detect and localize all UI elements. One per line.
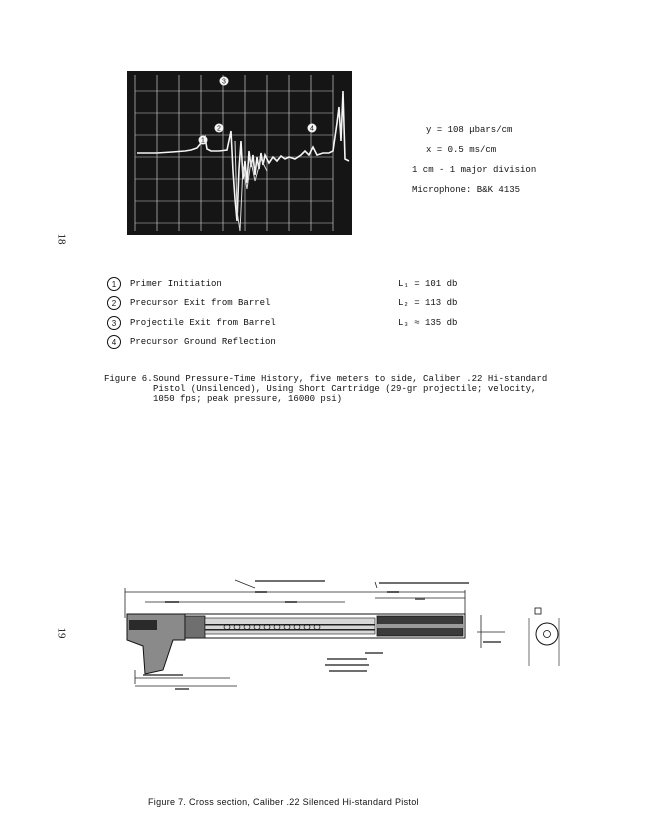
x-scale-label: x = 0.5 ms/cm <box>426 145 497 155</box>
legend-number: 4 <box>107 335 121 349</box>
legend-item-primer <box>107 277 222 291</box>
y-scale-label: y = 108 μbars/cm <box>426 125 513 135</box>
legend-item-ground-reflection <box>107 335 276 349</box>
scope-marker-1: 1 <box>201 137 205 145</box>
figure7-caption: Figure 7. Cross section, Caliber .22 Silenced Hi-standard Pistol <box>148 797 419 807</box>
legend-label: Projectile Exit from Barrel <box>130 318 276 328</box>
legend-item-precursor-exit <box>107 296 270 310</box>
legend-item-projectile-exit <box>107 316 276 330</box>
level-l2: L₂ = 113 db <box>398 298 458 308</box>
page-number-bottom: 19 <box>55 627 68 639</box>
scope-marker-2: 2 <box>217 125 221 133</box>
microphone-label: Microphone: B&K 4135 <box>412 185 521 195</box>
page-number-top: 18 <box>55 233 68 245</box>
legend-label: Precursor Exit from Barrel <box>130 298 271 308</box>
figure6-caption-label: Figure 6. <box>104 374 153 384</box>
legend-label: Precursor Ground Reflection <box>130 337 276 347</box>
legend-number: 3 <box>107 316 121 330</box>
scope-marker-3: 3 <box>222 78 226 86</box>
level-l3: L₃ ≈ 135 db <box>398 318 458 328</box>
oscilloscope-trace-image <box>127 71 352 235</box>
cross-section-image <box>115 570 575 700</box>
scope-marker-4: 4 <box>310 125 314 133</box>
legend-number: 2 <box>107 296 121 310</box>
pistol-cross-section-drawing <box>115 570 575 705</box>
level-l1: L₁ = 101 db <box>398 279 458 289</box>
legend-number: 1 <box>107 277 121 291</box>
oscilloscope-photo <box>127 71 352 235</box>
division-label: 1 cm - 1 major division <box>412 165 537 175</box>
legend-label: Primer Initiation <box>130 279 222 289</box>
figure6-caption-text: Sound Pressure-Time History, five meters to side, Caliber .22 Hi-standard Pistol (Unsilenced), Using Short Cartridge (29-gr projectile; velocity, 1050 fps; peak pressure, 16000 psi) <box>153 374 548 404</box>
